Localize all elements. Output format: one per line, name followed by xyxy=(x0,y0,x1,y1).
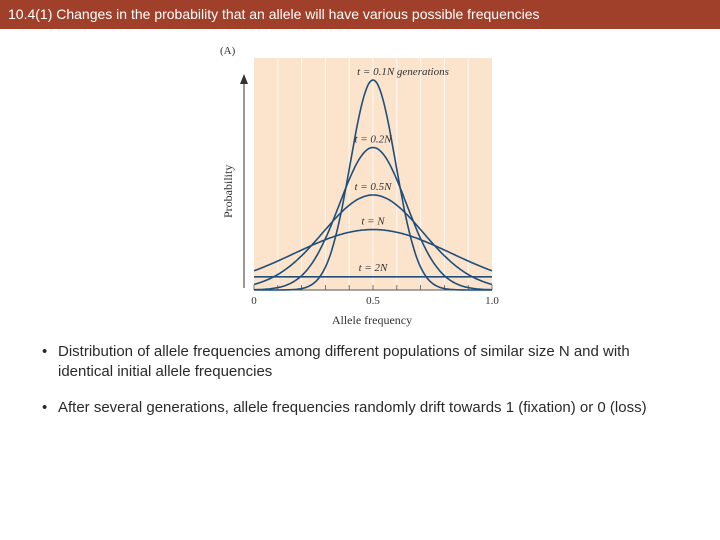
probability-chart xyxy=(210,38,510,333)
series-label: t = 0.1N generations xyxy=(357,66,449,78)
bullet-text: Distribution of allele frequencies among different populations of similar size N and with identical initial allele frequencies xyxy=(58,343,630,380)
series-label: t = 0.2N xyxy=(354,133,392,146)
bullet-item xyxy=(40,398,680,418)
y-axis-label: Probability xyxy=(221,164,235,218)
x-tick-label: 0 xyxy=(251,295,257,307)
bullet-text: After several generations, allele frequencies randomly drift towards 1 (fixation) or 0 (loss) xyxy=(58,399,647,416)
series-label: t = 2N xyxy=(358,261,388,274)
bullet-list xyxy=(40,342,680,434)
x-tick-label: 0.5 xyxy=(366,295,380,307)
series-label: t = N xyxy=(361,215,385,228)
x-tick-label: 1.0 xyxy=(485,295,499,307)
panel-label: (A) xyxy=(220,45,236,57)
series-label: t = 0.5N xyxy=(354,181,392,193)
x-axis-label: Allele frequency xyxy=(331,313,413,327)
bullet-marker: • xyxy=(42,343,48,360)
bullet-item xyxy=(40,342,680,382)
y-axis-arrow-icon xyxy=(240,74,248,84)
bullet-marker: • xyxy=(42,399,48,416)
slide-title: 10.4(1) Changes in the probability that an allele will have various possible frequencies xyxy=(0,0,720,29)
